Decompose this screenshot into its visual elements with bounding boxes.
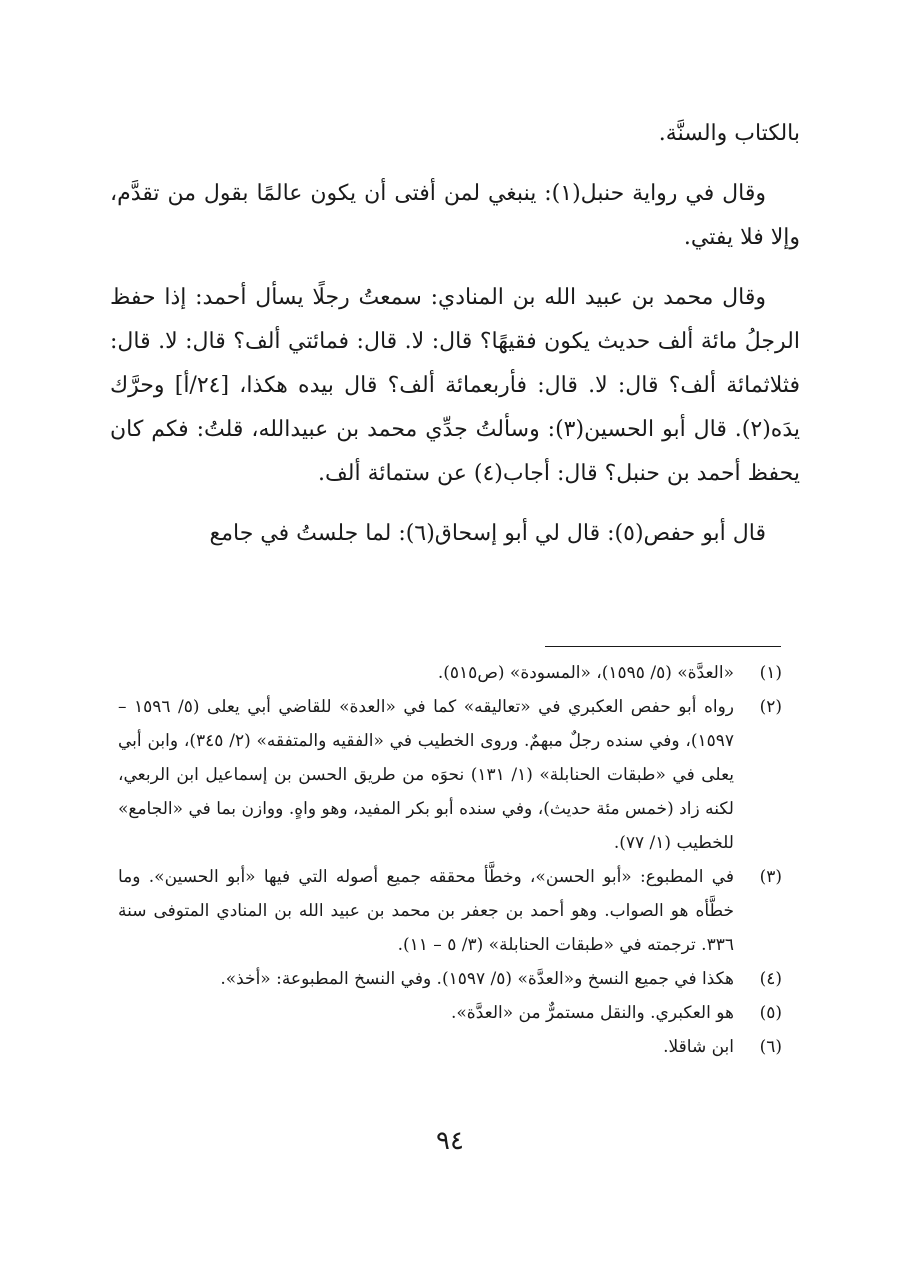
- main-text: [110, 112, 800, 572]
- footnote-text: في المطبوع: «أبو الحسن»، وخطَّأ محققه جميع أصوله التي فيها «أبو الحسين». وما خطَّأه هو الصواب. وهو أحمد بن جعفر بن محمد بن عبيد الله بن المنادي المتوفى سنة ٣٣٦. ترجمته في «طبقات الحنابلة» (٣/ ٥ – ١١).: [118, 867, 734, 955]
- footnote-text: هكذا في جميع النسخ و«العدَّة» (٥/ ١٥٩٧). وفي النسخ المطبوعة: «أخذ».: [220, 969, 734, 989]
- footnote-2: [118, 690, 782, 860]
- footnote-number: (٦): [759, 1037, 782, 1057]
- footnote-1: [118, 656, 782, 690]
- paragraph-1: بالكتاب والسنَّة.: [658, 121, 800, 146]
- footnote-6: [118, 1030, 782, 1064]
- footnote-text: رواه أبو حفص العكبري في «تعاليقه» كما في «العدة» للقاضي أبي يعلى (٥/ ١٥٩٦ – ١٥٩٧)، وفي سنده رجلٌ مبهمٌ. وروى الخطيب في «الفقيه والمتفقه» (٢/ ٣٤٥)، وابن أبي يعلى في «طبقات الحنابلة» (١/ ١٣١) نحوَه من طريق الحسن بن إسماعيل ابن الربعي، لكنه زاد (خمس مئة حديث)، وفي سنده أبو بكر المفيد، وهو واهٍ. ووازن بما في «الجامع» للخطيب (١/ ٧٧).: [118, 697, 735, 853]
- footnote-number: (٤): [759, 969, 782, 989]
- footnote-text: هو العكبري. والنقل مستمرٌّ من «العدَّة».: [451, 1003, 734, 1023]
- footnotes: [118, 656, 782, 1064]
- footnote-text: ابن شاقلا.: [663, 1037, 734, 1057]
- footnote-number: (٢): [759, 697, 782, 717]
- footnote-3: [118, 860, 782, 962]
- paragraph-2: وقال في رواية حنبل(١): ينبغي لمن أفتى أن يكون عالمًا بقول من تقدَّم، وإلا فلا يفتي.: [110, 181, 800, 250]
- paragraph-4: قال أبو حفص(٥): قال لي أبو إسحاق(٦): لما جلستُ في جامع: [209, 521, 766, 546]
- footnote-4: [118, 962, 782, 996]
- paragraph-3: وقال محمد بن عبيد الله بن المنادي: سمعتُ رجلًا يسأل أحمد: إذا حفظ الرجلُ مائة ألف حديث يكون فقيهًا؟ قال: لا. قال: فمائتي ألف؟ قال: لا. قال: فثلاثمائة ألف؟ قال: لا. قال: فأربعمائة ألف؟ قال بيده هكذا، [٢٤/أ] وحرَّك يدَه(٢). قال أبو الحسين(٣): وسألتُ جدِّي محمد بن عبيدالله، قلتُ: فكم كان يحفظ أحمد بن حنبل؟ قال: أجاب(٤) عن ستمائة ألف.: [110, 285, 800, 486]
- footnote-divider: [545, 646, 781, 647]
- page-number: ٩٤: [436, 1126, 464, 1156]
- footnote-number: (٥): [759, 1003, 782, 1023]
- footnote-text: «العدَّة» (٥/ ١٥٩٥)، «المسودة» (ص٥١٥).: [437, 663, 734, 683]
- footnote-5: [118, 996, 782, 1030]
- footnote-number: (٣): [759, 867, 782, 887]
- footnote-number: (١): [759, 663, 782, 683]
